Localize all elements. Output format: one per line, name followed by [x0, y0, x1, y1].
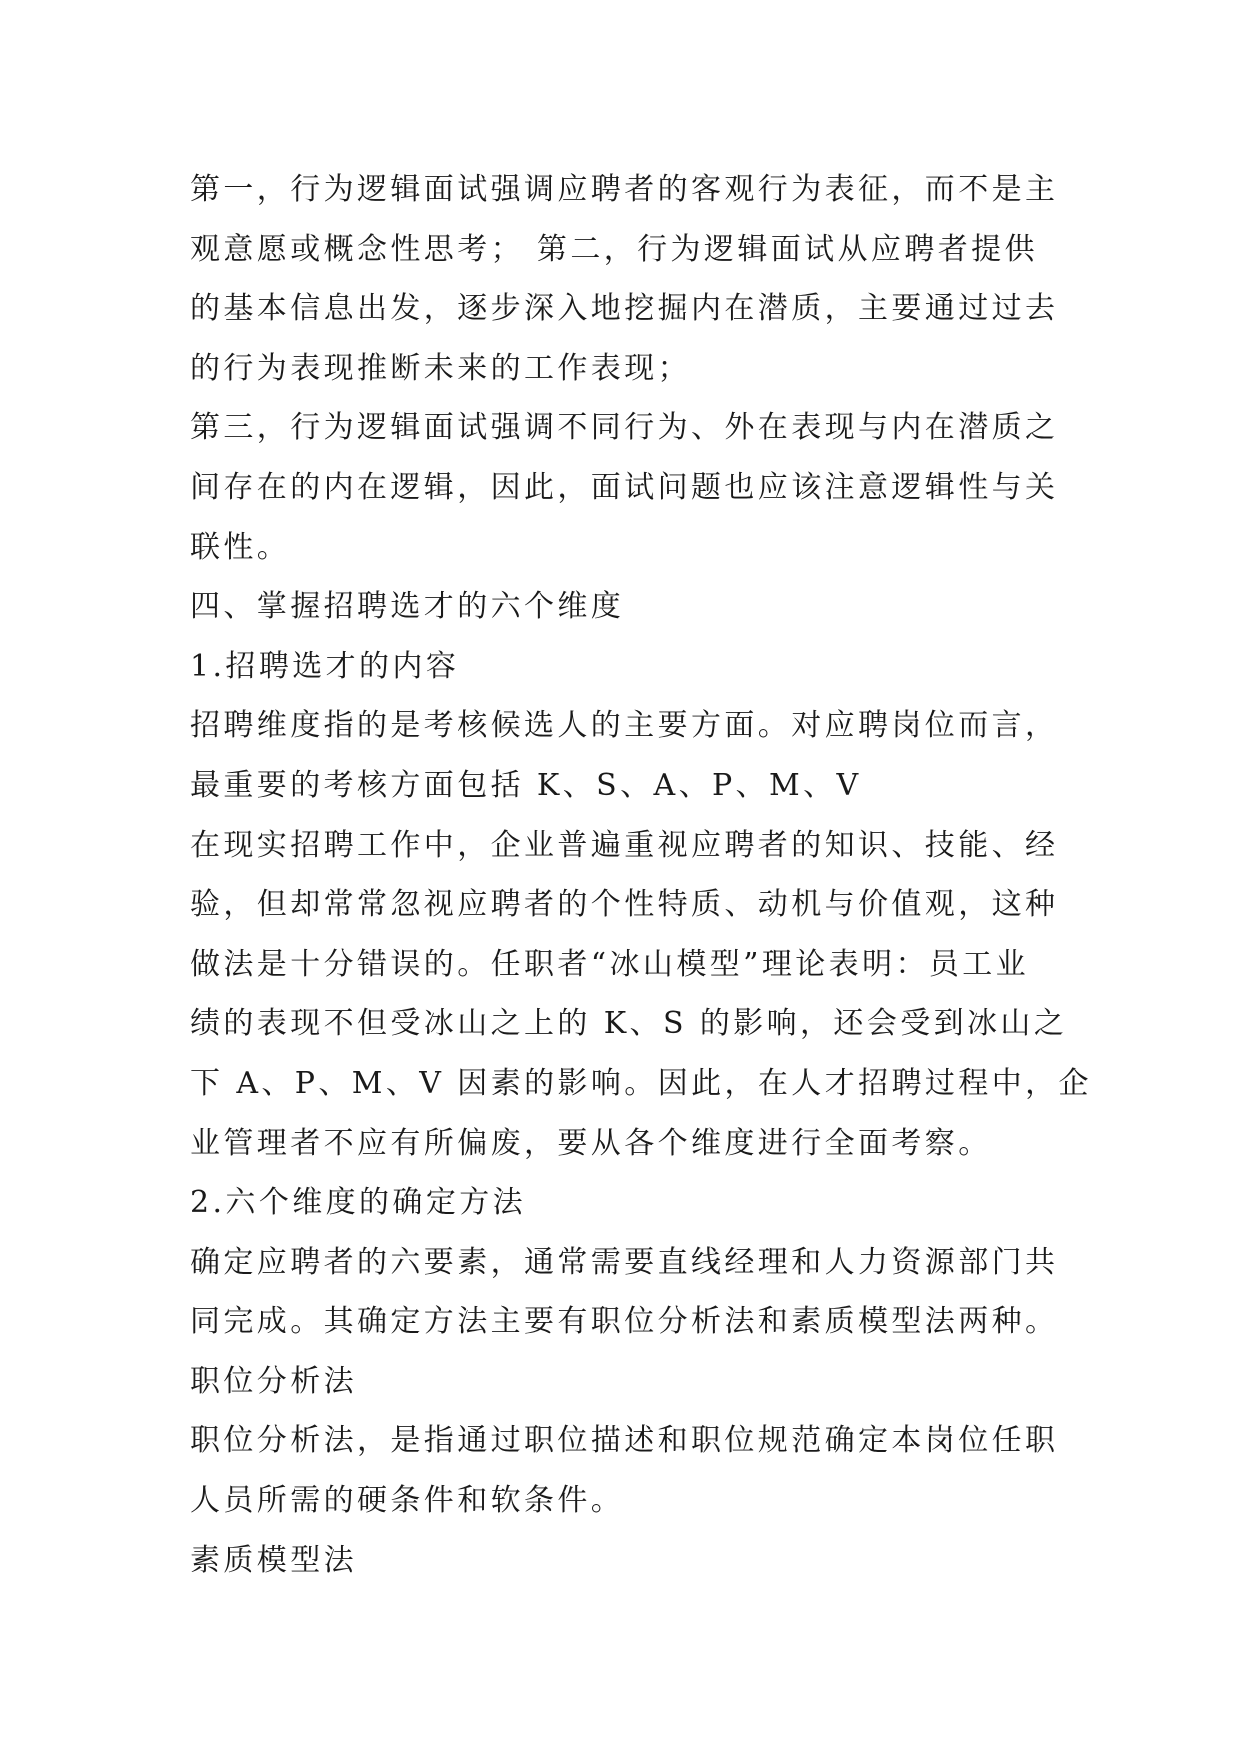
text-line: 在现实招聘工作中，企业普遍重视应聘者的知识、技能、经	[190, 827, 1059, 863]
text-line: 观意愿或概念性思考； 第二，行为逻辑面试从应聘者提供	[190, 231, 1038, 267]
text-line: 第三，行为逻辑面试强调不同行为、外在表现与内在潜质之	[190, 410, 1059, 446]
text-line: 下 A、P、M、V 因素的影响。因此，在人才招聘过程中，企	[190, 1065, 1092, 1101]
section-heading: 四、掌握招聘选才的六个维度	[190, 589, 625, 625]
text-line: 做法是十分错误的。任职者“冰山模型”理论表明：员工业	[190, 946, 1030, 982]
text-line: 绩的表现不但受冰山之上的 K、S 的影响，还会受到冰山之	[190, 1006, 1068, 1042]
subsection-heading: 2.六个维度的确定方法	[190, 1185, 527, 1221]
method-heading: 职位分析法	[190, 1363, 357, 1399]
text-line: 的基本信息出发，逐步深入地挖掘内在潜质，主要通过过去	[190, 291, 1059, 327]
text-line: 人员所需的硬条件和软条件。	[190, 1483, 625, 1519]
text-line: 最重要的考核方面包括 K、S、A、P、M、V	[190, 767, 862, 803]
method-heading: 素质模型法	[190, 1542, 357, 1578]
text-line: 间存在的内在逻辑，因此，面试问题也应该注意逻辑性与关	[190, 469, 1059, 505]
text-line: 联性。	[190, 529, 291, 565]
text-line: 职位分析法，是指通过职位描述和职位规范确定本岗位任职	[190, 1423, 1059, 1459]
text-line: 业管理者不应有所偏废，要从各个维度进行全面考察。	[190, 1125, 992, 1161]
text-line: 验，但却常常忽视应聘者的个性特质、动机与价值观，这种	[190, 887, 1059, 923]
subsection-heading: 1.招聘选才的内容	[190, 648, 460, 684]
text-line: 确定应聘者的六要素，通常需要直线经理和人力资源部门共	[190, 1244, 1059, 1280]
text-line: 的行为表现推断未来的工作表现；	[190, 350, 691, 386]
text-line: 招聘维度指的是考核候选人的主要方面。对应聘岗位而言，	[190, 708, 1059, 744]
text-line: 第一，行为逻辑面试强调应聘者的客观行为表征，而不是主	[190, 172, 1059, 207]
text-line: 同完成。其确定方法主要有职位分析法和素质模型法两种。	[190, 1304, 1059, 1340]
document-body	[190, 160, 1092, 1590]
